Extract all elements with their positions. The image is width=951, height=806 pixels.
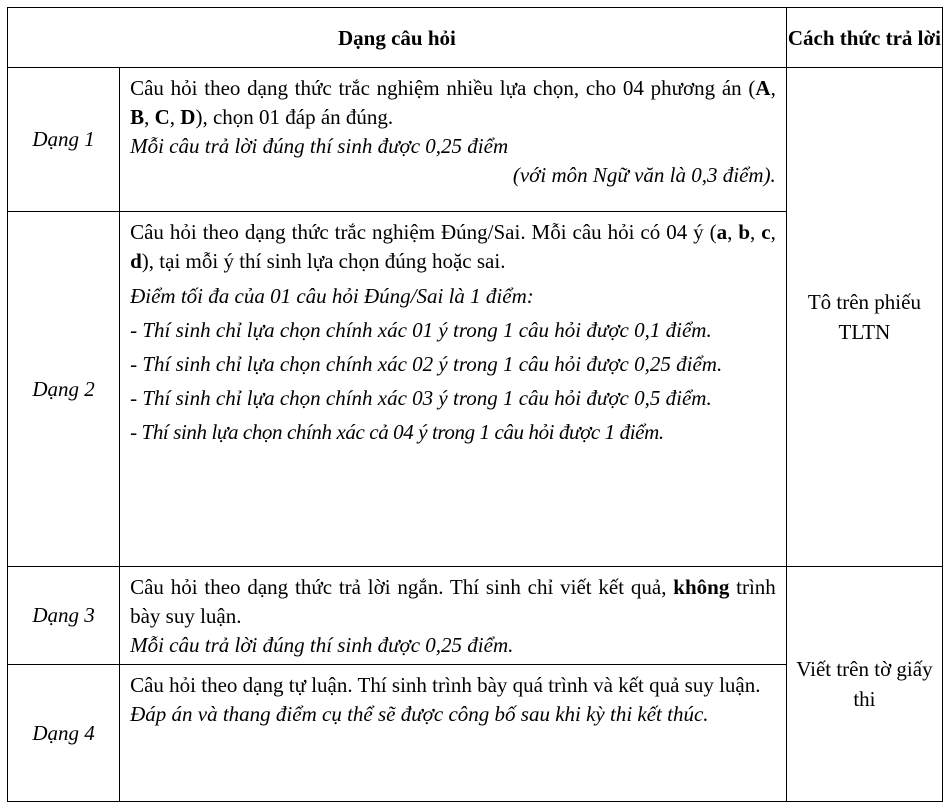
- scoring-rule: - Thí sinh chỉ lựa chọn chính xác 01 ý trong 1 câu hỏi được 0,1 điểm.: [130, 318, 712, 342]
- row-description: [120, 212, 787, 567]
- row-description: [120, 665, 787, 802]
- description-text: Câu hỏi theo dạng thức trả lời ngắn. Thí sinh chỉ viết kết quả, không trình bày suy luận.: [130, 575, 776, 628]
- answer-method-write: Viết trên tờ giấy thi: [786, 567, 942, 802]
- row-type-label: Dạng 3: [8, 567, 120, 665]
- table-row: [8, 567, 943, 665]
- description-text: Câu hỏi theo dạng thức trắc nghiệm Đúng/Sai. Mỗi câu hỏi có 04 ý (a, b, c, d), tại mỗi ý thí sinh lựa chọn đúng hoặc sai.: [130, 220, 776, 273]
- scoring-rule: - Thí sinh chỉ lựa chọn chính xác 02 ý trong 1 câu hỏi được 0,25 điểm.: [130, 352, 723, 376]
- table-row: [8, 68, 943, 212]
- scoring-rule: - Thí sinh lựa chọn chính xác cả 04 ý trong 1 câu hỏi được 1 điểm.: [130, 420, 664, 444]
- scoring-rule: - Thí sinh chỉ lựa chọn chính xác 03 ý trong 1 câu hỏi được 0,5 điểm.: [130, 386, 712, 410]
- question-type-table: [7, 7, 943, 802]
- answer-method-bubble: Tô trên phiếu TLTN: [786, 68, 942, 567]
- header-answer-method: Cách thức trả lời: [786, 8, 942, 68]
- score-text: Điểm tối đa của 01 câu hỏi Đúng/Sai là 1 điểm:: [130, 284, 534, 308]
- score-text: Đáp án và thang điểm cụ thể sẽ được công bố sau khi kỳ thi kết thúc.: [130, 702, 709, 726]
- score-note: (với môn Ngữ văn là 0,3 điểm).: [512, 163, 776, 187]
- table-header-row: [8, 8, 943, 68]
- row-type-label: Dạng 1: [8, 68, 120, 212]
- description-text: Câu hỏi theo dạng tự luận. Thí sinh trình bày quá trình và kết quả suy luận.: [130, 673, 761, 697]
- score-text: Mỗi câu trả lời đúng thí sinh được 0,25 điểm: [130, 134, 509, 158]
- description-text: Câu hỏi theo dạng thức trắc nghiệm nhiều lựa chọn, cho 04 phương án (A, B, C, D), chọn 01 đáp án đúng.: [130, 76, 776, 129]
- row-type-label: Dạng 2: [8, 212, 120, 567]
- row-description: [120, 68, 787, 212]
- row-type-label: Dạng 4: [8, 665, 120, 802]
- score-text: Mỗi câu trả lời đúng thí sinh được 0,25 điểm.: [130, 633, 514, 657]
- row-description: [120, 567, 787, 665]
- header-question-type: Dạng câu hỏi: [8, 8, 787, 68]
